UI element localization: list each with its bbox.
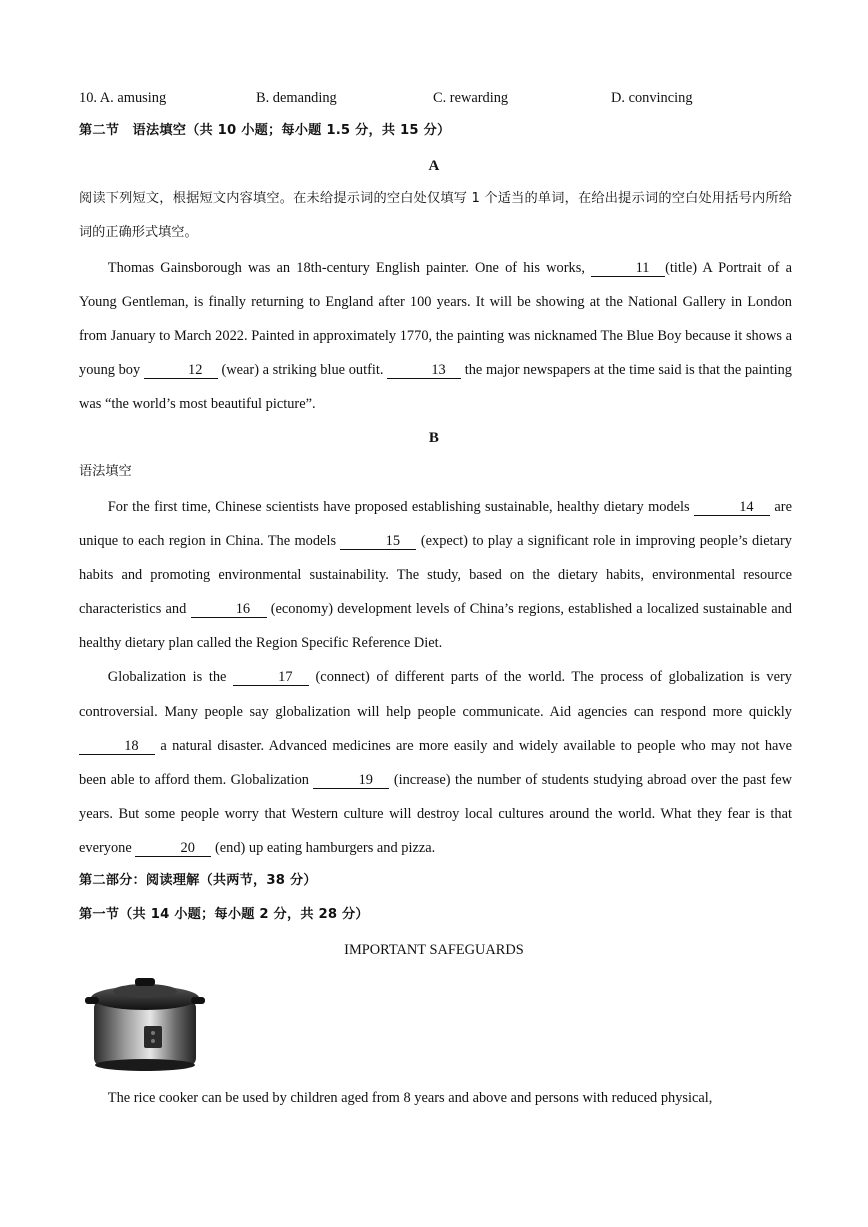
text: Thomas Gainsborough was an 18th-century English painter. One of his works,: [107, 260, 592, 276]
blank-11[interactable]: 11: [591, 261, 665, 277]
text: (expect) to play a significant role in improving people’s dietary habits and promoting environmental sustainability. The study, based on the dietary habits, environmental resource characteristics and: [79, 533, 792, 618]
text: the major newspapers at the time said is that the painting was “the world’s most beautiful picture”.: [79, 362, 793, 413]
blank-15[interactable]: 15: [340, 534, 416, 550]
text: (connect) of different parts of the world. The process of globalization is very controversial. Many people say globalization will help people communicate. Aid agencies can respond more quickly: [79, 669, 792, 720]
section-heading-grammar: 第二节 语法填空（共 10 小题；每小题 1.5 分，共 15 分）: [79, 123, 451, 138]
text: Globalization is the: [107, 669, 233, 686]
section-1-heading: 第一节（共 14 小题；每小题 2 分，共 28 分）: [79, 907, 369, 922]
passage-b-paragraph-1: [79, 490, 792, 660]
passage-b: [79, 490, 792, 865]
safeguards-title: IMPORTANT SAFEGUARDS: [344, 942, 524, 958]
text: (increase) the number of students studying abroad over the past few years. But some people worry that Western culture will destroy local cultures around the world. What they fear is that everyone: [79, 771, 792, 856]
blank-16[interactable]: 16: [191, 602, 267, 618]
safeguards-body: [79, 1081, 792, 1115]
blank-18[interactable]: 18: [79, 739, 155, 755]
instructions: 阅读下列短文，根据短文内容填空。在未给提示词的空白处仅填写 1 个适当的单词，在给出提示词的空白处用括号内所给词的正确形式填空。: [79, 191, 792, 241]
blank-13[interactable]: 13: [387, 363, 461, 379]
safeguards-paragraph: The rice cooker can be used by children aged from 8 years and above and persons with reduced physical,: [107, 1090, 713, 1106]
blank-17[interactable]: 17: [233, 670, 309, 686]
text: (economy) development levels of China’s regions, established a localized sustainable and healthy dietary plan called the Region Specific Reference Diet.: [79, 601, 792, 652]
part-2-heading: 第二部分：阅读理解（共两节，38 分）: [79, 873, 317, 888]
text: (wear) a striking blue outfit.: [217, 362, 388, 379]
text: (title) A Portrait of a Young Gentleman, is finally returning to England after 100 years. It will be showing at the National Gallery in London from January to March 2022. Painted in approximately 1770, the painting was nicknamed The Blue Boy because it shows a young boy: [79, 260, 792, 379]
option-d: D. convincing: [611, 90, 693, 106]
blank-12[interactable]: 12: [144, 363, 218, 379]
part-a-label: A: [428, 158, 440, 174]
option-b: B. demanding: [256, 90, 337, 106]
text: a natural disaster. Advanced medicines are more easily and widely available to people who may not have been able to afford them. Globalization: [79, 737, 792, 788]
text: For the first time, Chinese scientists have proposed establishing sustainable, healthy dietary models: [107, 499, 695, 515]
blank-19[interactable]: 19: [313, 773, 389, 789]
text: are unique to each region in China. The models: [79, 499, 792, 550]
option-c: C. rewarding: [433, 90, 509, 106]
passage-a: [79, 251, 792, 421]
text: (end) up eating hamburgers and pizza.: [211, 839, 436, 856]
passage-b-paragraph-2: [79, 660, 792, 865]
blank-20[interactable]: 20: [135, 841, 211, 857]
rice-cooker-image: [82, 972, 208, 1072]
passage-a-paragraph: [79, 251, 792, 421]
option-a: 10. A. amusing: [79, 90, 167, 106]
part-b-subtitle: 语法填空: [79, 464, 132, 479]
part-b-label: B: [428, 430, 440, 446]
blank-14[interactable]: 14: [694, 500, 770, 516]
